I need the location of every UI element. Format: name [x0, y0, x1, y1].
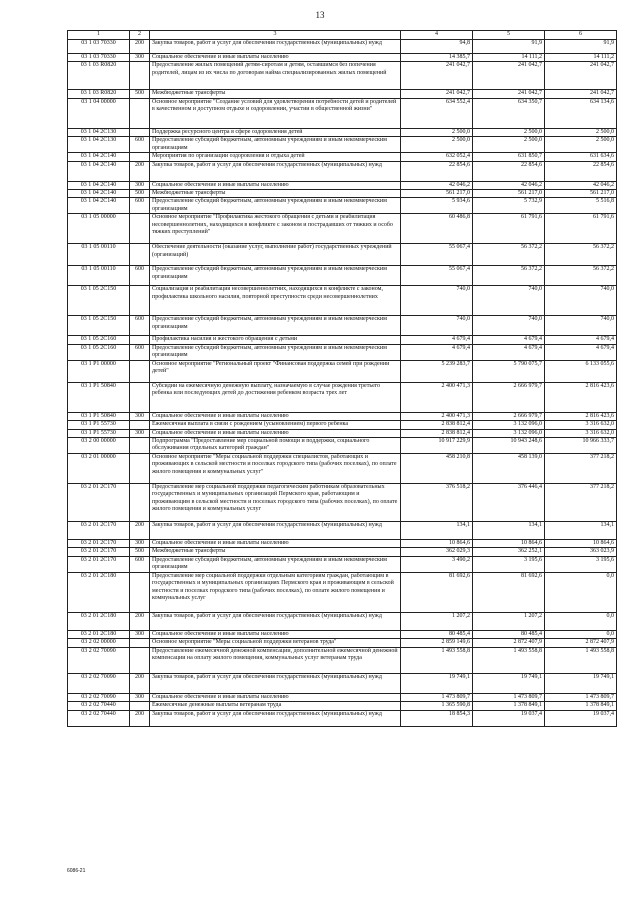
type-cell: 200	[130, 161, 150, 181]
name-cell: Предоставление субсидий бюджетным, автономным учреждениям и иным некоммерческим организациям	[150, 556, 401, 572]
table-row	[68, 702, 617, 710]
value-cell-col5: 4 679,4	[473, 336, 545, 344]
name-cell: Социализация и реабилитация несовершеннолетних, находящихся в конфликте с законом, профилактика школьного насилия, повторной преступности среди несовершеннолетних	[150, 286, 401, 316]
value-cell-col4: 2 838 812,4	[401, 429, 473, 437]
value-cell-col5: 14 111,2	[473, 54, 545, 62]
value-cell-col6: 377 218,2	[545, 484, 617, 522]
value-cell-col6: 1 473 809,7	[545, 693, 617, 701]
value-cell-col4: 561 217,0	[401, 190, 473, 198]
code-cell: 03 1 05 00000	[68, 214, 130, 244]
name-cell: Межбюджетные трансферты	[150, 90, 401, 98]
code-cell: 03 2 02 70090	[68, 647, 130, 673]
value-cell-col5: 80 485,4	[473, 630, 545, 638]
value-cell-col6: 1 378 849,1	[545, 702, 617, 710]
table-row	[68, 344, 617, 360]
name-cell: Социальное обеспечение и иные выплаты населению	[150, 693, 401, 701]
value-cell-col5: 3 195,6	[473, 556, 545, 572]
name-cell: Социальное обеспечение и иные выплаты населению	[150, 181, 401, 189]
value-cell-col4: 42 046,2	[401, 181, 473, 189]
value-cell-col6: 91,9	[545, 40, 617, 54]
value-cell-col6: 0,0	[545, 612, 617, 630]
type-cell	[130, 98, 150, 128]
name-cell: Основное мероприятие "Меры социальной поддержки ветеранов труда"	[150, 639, 401, 647]
name-cell: Социальное обеспечение и иные выплаты населению	[150, 540, 401, 548]
value-cell-col4: 81 692,6	[401, 572, 473, 612]
value-cell-col5: 81 692,6	[473, 572, 545, 612]
code-cell: 03 2 02 00000	[68, 639, 130, 647]
value-cell-col6: 56 372,2	[545, 266, 617, 286]
value-cell-col4: 55 067,4	[401, 266, 473, 286]
value-cell-col5: 241 042,7	[473, 62, 545, 90]
type-cell	[130, 454, 150, 484]
type-cell: 500	[130, 190, 150, 198]
table-row	[68, 438, 617, 454]
value-cell-col6: 0,0	[545, 630, 617, 638]
type-cell: 300	[130, 412, 150, 420]
value-cell-col5: 740,0	[473, 286, 545, 316]
code-cell: 03 2 00 00000	[68, 438, 130, 454]
type-cell: 200	[130, 673, 150, 693]
value-cell-col6: 3 316 632,0	[545, 429, 617, 437]
type-cell	[130, 214, 150, 244]
value-cell-col4: 376 518,2	[401, 484, 473, 522]
value-cell-col5: 362 252,1	[473, 548, 545, 556]
budget-table	[67, 30, 617, 727]
value-cell-col5: 5 732,9	[473, 198, 545, 214]
code-cell: 03 1 04 2С140	[68, 161, 130, 181]
value-cell-col4: 2 500,0	[401, 128, 473, 136]
value-cell-col4: 2 400 471,3	[401, 382, 473, 412]
type-cell	[130, 572, 150, 612]
code-cell: 03 1 05 00110	[68, 244, 130, 266]
value-cell-col5: 2 500,0	[473, 128, 545, 136]
code-cell: 03 2 01 2С170	[68, 540, 130, 548]
code-cell: 03 1 P1 50840	[68, 412, 130, 420]
value-cell-col4: 632 052,4	[401, 153, 473, 161]
value-cell-col5: 1 473 809,7	[473, 693, 545, 701]
value-cell-col4: 740,0	[401, 316, 473, 336]
table-row	[68, 214, 617, 244]
name-cell: Межбюджетные трансферты	[150, 548, 401, 556]
value-cell-col6: 19 037,4	[545, 710, 617, 726]
table-row	[68, 62, 617, 90]
value-cell-col6: 3 316 632,0	[545, 421, 617, 429]
value-cell-col4: 4 679,4	[401, 344, 473, 360]
table-row	[68, 54, 617, 62]
value-cell-col6: 5 516,8	[545, 198, 617, 214]
table-row	[68, 40, 617, 54]
code-cell: 03 1 03 70330	[68, 54, 130, 62]
value-cell-col4: 14 385,7	[401, 54, 473, 62]
value-cell-col5: 2 872 407,9	[473, 639, 545, 647]
name-cell: Профилактика насилия и жестокого обращения с детьми	[150, 336, 401, 344]
code-cell: 03 1 03 70330	[68, 40, 130, 54]
value-cell-col4: 10 917 229,9	[401, 438, 473, 454]
table-row	[68, 137, 617, 153]
type-cell: 500	[130, 548, 150, 556]
value-cell-col6: 19 749,1	[545, 673, 617, 693]
value-cell-col5: 458 139,0	[473, 454, 545, 484]
table-row	[68, 316, 617, 336]
table-row	[68, 153, 617, 161]
value-cell-col4: 1 493 558,8	[401, 647, 473, 673]
type-cell	[130, 382, 150, 412]
table-row	[68, 647, 617, 673]
type-cell	[130, 153, 150, 161]
code-cell: 03 1 04 2С140	[68, 181, 130, 189]
value-cell-col5: 2 666 979,7	[473, 412, 545, 420]
value-cell-col6: 241 042,7	[545, 90, 617, 98]
code-cell: 03 2 02 70090	[68, 693, 130, 701]
value-cell-col6: 363 023,9	[545, 548, 617, 556]
name-cell: Предоставление субсидий бюджетным, автономным учреждениям и иным некоммерческим организациям	[150, 316, 401, 336]
value-cell-col4: 241 042,7	[401, 90, 473, 98]
code-cell: 03 2 01 2С170	[68, 556, 130, 572]
type-cell: 600	[130, 266, 150, 286]
name-cell: Закупка товаров, работ и услуг для обеспечения государственных (муниципальных) нужд	[150, 710, 401, 726]
code-cell: 03 1 04 00000	[68, 98, 130, 128]
name-cell: Социальное обеспечение и иные выплаты населению	[150, 412, 401, 420]
header-col-1: 1	[68, 31, 130, 40]
value-cell-col4: 2 859 149,6	[401, 639, 473, 647]
table-row	[68, 572, 617, 612]
value-cell-col4: 241 042,7	[401, 62, 473, 90]
table-row	[68, 266, 617, 286]
value-cell-col5: 134,1	[473, 522, 545, 540]
value-cell-col4: 2 400 471,3	[401, 412, 473, 420]
name-cell: Основное мероприятие "Меры социальной поддержки специалистов, работающих и проживающих в сельской местности и поселках городского типа (рабочих поселках), по оплате жилого помещения и коммунальных услуг"	[150, 454, 401, 484]
type-cell: 200	[130, 612, 150, 630]
name-cell: Субсидии на ежемесячную денежную выплату, назначаемую в случае рождения третьего ребенка или последующих детей до достижения ребенком возраста трех лет	[150, 382, 401, 412]
table-row	[68, 710, 617, 726]
name-cell: Предоставление субсидий бюджетным, автономным учреждениям и иным некоммерческим организациям	[150, 137, 401, 153]
name-cell: Предоставление жилых помещений детям-сиротам и детям, оставшимся без попечения родителей, лицам из их числа по договорам найма специализированных жилых помещений	[150, 62, 401, 90]
type-cell: 300	[130, 693, 150, 701]
code-cell: 03 1 03 R0820	[68, 62, 130, 90]
type-cell: 500	[130, 90, 150, 98]
name-cell: Ежемесячные денежные выплаты ветеранам труда	[150, 702, 401, 710]
footer-code: 6086-21	[67, 868, 86, 874]
type-cell: 600	[130, 137, 150, 153]
value-cell-col4: 634 552,4	[401, 98, 473, 128]
code-cell: 03 2 01 2С170	[68, 548, 130, 556]
type-cell: 300	[130, 630, 150, 638]
value-cell-col6: 14 111,2	[545, 54, 617, 62]
code-cell: 03 2 01 2С170	[68, 484, 130, 522]
code-cell: 03 1 P1 50840	[68, 382, 130, 412]
name-cell: Закупка товаров, работ и услуг для обеспечения государственных (муниципальных) нужд	[150, 522, 401, 540]
value-cell-col5: 561 217,0	[473, 190, 545, 198]
table-row	[68, 360, 617, 382]
name-cell: Ежемесячная выплата в связи с рождением (усыновлением) первого ребенка	[150, 421, 401, 429]
name-cell: Социальное обеспечение и иные выплаты населению	[150, 54, 401, 62]
value-cell-col6: 42 046,2	[545, 181, 617, 189]
value-cell-col5: 22 854,6	[473, 161, 545, 181]
name-cell: Межбюджетные трансферты	[150, 190, 401, 198]
value-cell-col5: 4 679,4	[473, 344, 545, 360]
table-row	[68, 454, 617, 484]
name-cell: Поддержка ресурсного центра в сфере оздоровления детей	[150, 128, 401, 136]
type-cell: 200	[130, 522, 150, 540]
value-cell-col4: 60 486,8	[401, 214, 473, 244]
header-col-6: 6	[545, 31, 617, 40]
type-cell	[130, 702, 150, 710]
value-cell-col4: 458 210,8	[401, 454, 473, 484]
name-cell: Обеспечение деятельности (оказание услуг, выполнение работ) государственных учреждений (организаций)	[150, 244, 401, 266]
value-cell-col6: 561 217,0	[545, 190, 617, 198]
code-cell: 03 1 04 2С140	[68, 190, 130, 198]
name-cell: Закупка товаров, работ и услуг для обеспечения государственных (муниципальных) нужд	[150, 40, 401, 54]
type-cell: 300	[130, 181, 150, 189]
value-cell-col5: 2 666 979,7	[473, 382, 545, 412]
value-cell-col6: 2 816 423,6	[545, 382, 617, 412]
code-cell: 03 2 01 00000	[68, 454, 130, 484]
value-cell-col6: 377 218,2	[545, 454, 617, 484]
table-row	[68, 540, 617, 548]
name-cell: Предоставление субсидий бюджетным, автономным учреждениям и иным некоммерческим организациям	[150, 198, 401, 214]
table-row	[68, 198, 617, 214]
type-cell: 300	[130, 54, 150, 62]
value-cell-col6: 4 679,4	[545, 336, 617, 344]
table-row	[68, 286, 617, 316]
value-cell-col4: 19 749,1	[401, 673, 473, 693]
type-cell: 300	[130, 429, 150, 437]
value-cell-col5: 42 046,2	[473, 181, 545, 189]
value-cell-col4: 18 854,3	[401, 710, 473, 726]
table-row	[68, 421, 617, 429]
value-cell-col5: 241 042,7	[473, 90, 545, 98]
header-col-2: 2	[130, 31, 150, 40]
table-row	[68, 412, 617, 420]
code-cell: 03 1 P1 00000	[68, 360, 130, 382]
table-row	[68, 244, 617, 266]
value-cell-col5: 19 749,1	[473, 673, 545, 693]
value-cell-col5: 10 943 248,6	[473, 438, 545, 454]
code-cell: 03 1 04 2С140	[68, 198, 130, 214]
value-cell-col6: 10 864,6	[545, 540, 617, 548]
type-cell	[130, 647, 150, 673]
type-cell: 200	[130, 40, 150, 54]
table-row	[68, 429, 617, 437]
code-cell: 03 1 05 2С150	[68, 316, 130, 336]
code-cell: 03 2 01 2С180	[68, 612, 130, 630]
value-cell-col5: 634 350,7	[473, 98, 545, 128]
page-number: 13	[315, 10, 325, 20]
code-cell: 03 1 P1 55730	[68, 421, 130, 429]
code-cell: 03 1 05 2С160	[68, 336, 130, 344]
table-row	[68, 128, 617, 136]
value-cell-col5: 91,9	[473, 40, 545, 54]
table-row	[68, 612, 617, 630]
value-cell-col6: 634 134,6	[545, 98, 617, 128]
name-cell: Социальное обеспечение и иные выплаты населению	[150, 630, 401, 638]
table-row	[68, 522, 617, 540]
type-cell: 200	[130, 710, 150, 726]
value-cell-col5: 3 132 096,0	[473, 429, 545, 437]
type-cell	[130, 421, 150, 429]
type-cell	[130, 360, 150, 382]
value-cell-col5: 3 132 096,0	[473, 421, 545, 429]
value-cell-col4: 22 854,6	[401, 161, 473, 181]
header-col-3: 3	[150, 31, 401, 40]
value-cell-col6: 241 042,7	[545, 62, 617, 90]
table-row	[68, 336, 617, 344]
value-cell-col4: 2 500,0	[401, 137, 473, 153]
name-cell: Закупка товаров, работ и услуг для обеспечения государственных (муниципальных) нужд	[150, 673, 401, 693]
table-row	[68, 98, 617, 128]
value-cell-col6: 134,1	[545, 522, 617, 540]
code-cell: 03 1 04 2С130	[68, 137, 130, 153]
table-row	[68, 548, 617, 556]
value-cell-col6: 22 854,6	[545, 161, 617, 181]
value-cell-col4: 5 934,6	[401, 198, 473, 214]
type-cell	[130, 286, 150, 316]
type-cell: 600	[130, 344, 150, 360]
type-cell: 600	[130, 198, 150, 214]
value-cell-col5: 56 372,2	[473, 266, 545, 286]
name-cell: Предоставление мер социальной поддержки педагогическим работникам образовательных государственных и муниципальных организаций Пермского края, работающим и проживающим в сельской местности и поселках городского типа (рабочих поселках), по оплате жилого помещения и коммунальных услуг	[150, 484, 401, 522]
value-cell-col5: 2 500,0	[473, 137, 545, 153]
name-cell: Закупка товаров, работ и услуг для обеспечения государственных (муниципальных) нужд	[150, 612, 401, 630]
code-cell: 03 1 04 2С130	[68, 128, 130, 136]
type-cell	[130, 336, 150, 344]
code-cell: 03 1 05 2С160	[68, 344, 130, 360]
name-cell: Основное мероприятие "Создание условий для удовлетворения потребности детей и родителей в качественном и доступном отдыхе и оздоровлении, участии в общественной жизни"	[150, 98, 401, 128]
value-cell-col6: 4 679,4	[545, 344, 617, 360]
value-cell-col5: 56 372,2	[473, 244, 545, 266]
value-cell-col5: 1 378 849,1	[473, 702, 545, 710]
type-cell	[130, 484, 150, 522]
code-cell: 03 1 P1 55730	[68, 429, 130, 437]
value-cell-col6: 740,0	[545, 316, 617, 336]
type-cell: 600	[130, 556, 150, 572]
table-row	[68, 382, 617, 412]
name-cell: Подпрограмма "Предоставление мер социальной помощи и поддержки, социального обслуживания отдельных категорий граждан"	[150, 438, 401, 454]
code-cell: 03 2 01 2С170	[68, 522, 130, 540]
value-cell-col5: 10 864,6	[473, 540, 545, 548]
code-cell: 03 1 04 2С140	[68, 153, 130, 161]
type-cell	[130, 438, 150, 454]
value-cell-col6: 0,0	[545, 572, 617, 612]
table-row	[68, 181, 617, 189]
type-cell: 600	[130, 316, 150, 336]
value-cell-col6: 56 372,2	[545, 244, 617, 266]
name-cell: Предоставление мер социальной поддержки отдельным категориям граждан, работающим в государственных и муниципальных организациях Пермского края и проживающим в сельской местности и поселках городского типа (рабочих поселках), по оплате жилого помещения и коммунальных услуг	[150, 572, 401, 612]
name-cell: Закупка товаров, работ и услуг для обеспечения государственных (муниципальных) нужд	[150, 161, 401, 181]
value-cell-col5: 1 207,2	[473, 612, 545, 630]
value-cell-col4: 362 029,3	[401, 548, 473, 556]
table-row	[68, 161, 617, 181]
value-cell-col5: 376 446,4	[473, 484, 545, 522]
name-cell: Мероприятия по организации оздоровления и отдыха детей	[150, 153, 401, 161]
value-cell-col4: 1 473 809,7	[401, 693, 473, 701]
code-cell: 03 1 05 2С150	[68, 286, 130, 316]
table-row	[68, 484, 617, 522]
value-cell-col6: 1 493 558,8	[545, 647, 617, 673]
table-row	[68, 190, 617, 198]
table-row	[68, 90, 617, 98]
value-cell-col5: 61 791,6	[473, 214, 545, 244]
name-cell: Основное мероприятие "Профилактика жестокого обращения с детьми и реабилитация несовершеннолетних, находящихся в конфликте с законом и пострадавших от тяжких и особо тяжких преступлений"	[150, 214, 401, 244]
table-row	[68, 630, 617, 638]
type-cell	[130, 244, 150, 266]
value-cell-col6: 3 195,6	[545, 556, 617, 572]
value-cell-col6: 61 791,6	[545, 214, 617, 244]
value-cell-col4: 1 207,2	[401, 612, 473, 630]
value-cell-col4: 740,0	[401, 286, 473, 316]
value-cell-col6: 2 816 423,6	[545, 412, 617, 420]
code-cell: 03 2 01 2С180	[68, 572, 130, 612]
name-cell: Основное мероприятие "Региональный проект "Финансовая поддержка семей при рождении детей"	[150, 360, 401, 382]
value-cell-col4: 134,1	[401, 522, 473, 540]
type-cell	[130, 62, 150, 90]
value-cell-col4: 94,8	[401, 40, 473, 54]
type-cell	[130, 128, 150, 136]
table-header-row	[68, 31, 617, 40]
value-cell-col4: 3 490,2	[401, 556, 473, 572]
code-cell: 03 1 05 00110	[68, 266, 130, 286]
header-col-5: 5	[473, 31, 545, 40]
value-cell-col4: 2 838 812,4	[401, 421, 473, 429]
table-row	[68, 673, 617, 693]
value-cell-col4: 1 365 590,8	[401, 702, 473, 710]
value-cell-col6: 631 634,6	[545, 153, 617, 161]
table-row	[68, 693, 617, 701]
code-cell: 03 2 02 70440	[68, 702, 130, 710]
code-cell: 03 2 02 70440	[68, 710, 130, 726]
value-cell-col5: 740,0	[473, 316, 545, 336]
value-cell-col5: 1 493 558,8	[473, 647, 545, 673]
table-row	[68, 556, 617, 572]
value-cell-col4: 4 679,4	[401, 336, 473, 344]
value-cell-col5: 631 850,7	[473, 153, 545, 161]
code-cell: 03 2 01 2С180	[68, 630, 130, 638]
table-row	[68, 639, 617, 647]
value-cell-col4: 5 239 283,7	[401, 360, 473, 382]
code-cell: 03 2 02 70090	[68, 673, 130, 693]
value-cell-col5: 19 037,4	[473, 710, 545, 726]
name-cell: Предоставление субсидий бюджетным, автономным учреждениям и иным некоммерческим организациям	[150, 344, 401, 360]
code-cell: 03 1 03 R0820	[68, 90, 130, 98]
type-cell: 300	[130, 540, 150, 548]
value-cell-col6: 10 966 333,7	[545, 438, 617, 454]
value-cell-col6: 2 500,0	[545, 128, 617, 136]
header-col-4: 4	[401, 31, 473, 40]
type-cell	[130, 639, 150, 647]
table-body	[68, 40, 617, 727]
value-cell-col5: 5 790 075,7	[473, 360, 545, 382]
value-cell-col4: 55 067,4	[401, 244, 473, 266]
value-cell-col4: 80 485,4	[401, 630, 473, 638]
value-cell-col6: 2 872 407,9	[545, 639, 617, 647]
value-cell-col6: 2 500,0	[545, 137, 617, 153]
value-cell-col6: 6 133 055,6	[545, 360, 617, 382]
name-cell: Предоставление ежемесячной денежной компенсации, дополнительной ежемесячной денежной компенсации на оплату жилого помещения, коммунальных услуг ветеранам труда	[150, 647, 401, 673]
value-cell-col6: 740,0	[545, 286, 617, 316]
name-cell: Социальное обеспечение и иные выплаты населению	[150, 429, 401, 437]
value-cell-col4: 10 864,6	[401, 540, 473, 548]
name-cell: Предоставление субсидий бюджетным, автономным учреждениям и иным некоммерческим организациям	[150, 266, 401, 286]
